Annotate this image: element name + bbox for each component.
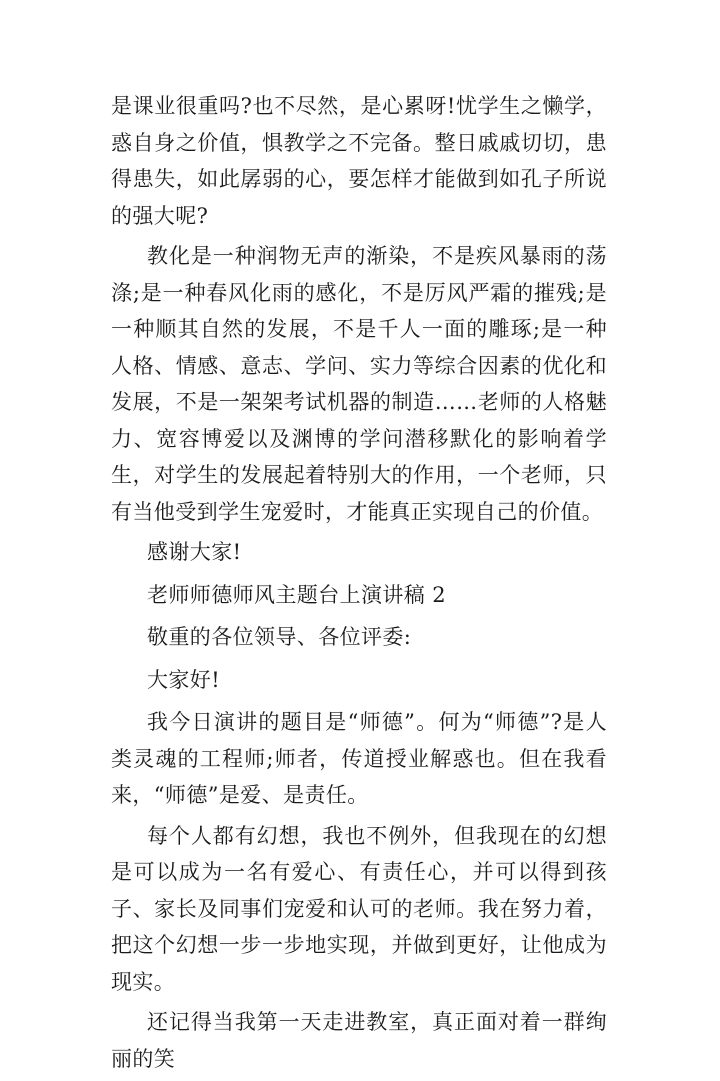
- section-title: 老师师德师风主题台上演讲稿 2: [147, 582, 447, 607]
- paragraph-memory: 还记得当我第一天走进教室，真正面对着一群绚丽的笑: [111, 1010, 607, 1071]
- greeting: 大家好!: [147, 667, 221, 692]
- paragraph-dream: 每个人都有幻想，我也不例外，但我现在的幻想是可以成为一名有爱心、有责任心，并可以得到孩子、家长及同事们宠爱和认可的老师。我在努力着，把这个幻想一步一步地实现，并做到更好，让他成为现实。: [111, 823, 607, 994]
- document-body: [111, 88, 607, 1081]
- salutation: 敬重的各位领导、各位评委:: [147, 625, 412, 649]
- paragraph-2: 教化是一种润物无声的渐染，不是疾风暴雨的荡涤;是一种春风化雨的感化，不是厉风严霜的摧残;是一种顺其自然的发展，不是千人一面的雕琢;是一种人格、情感、意志、学问、实力等综合因素的优化和发展，不是一架架考试机器的制造……老师的人格魅力、宽容博爱以及渊博的学问潜移默化的影响着学生，对学生的发展起着特别大的作用，一个老师，只有当他受到学生宠爱时，才能真正实现自己的价值。: [111, 244, 607, 524]
- paragraph-topic: 我今日演讲的题目是“师德”。何为“师德”?是人类灵魂的工程师;师者，传道授业解惑也。但在我看来，“师德”是爱、是责任。: [111, 710, 607, 807]
- paragraph-1: 是课业很重吗?也不尽然，是心累呀!忧学生之懒学，惑自身之价值，惧教学之不完备。整日戚戚切切，患得患失，如此孱弱的心，要怎样才能做到如孔子所说的强大呢?: [111, 94, 607, 228]
- closing-thanks: 感谢大家!: [147, 540, 242, 564]
